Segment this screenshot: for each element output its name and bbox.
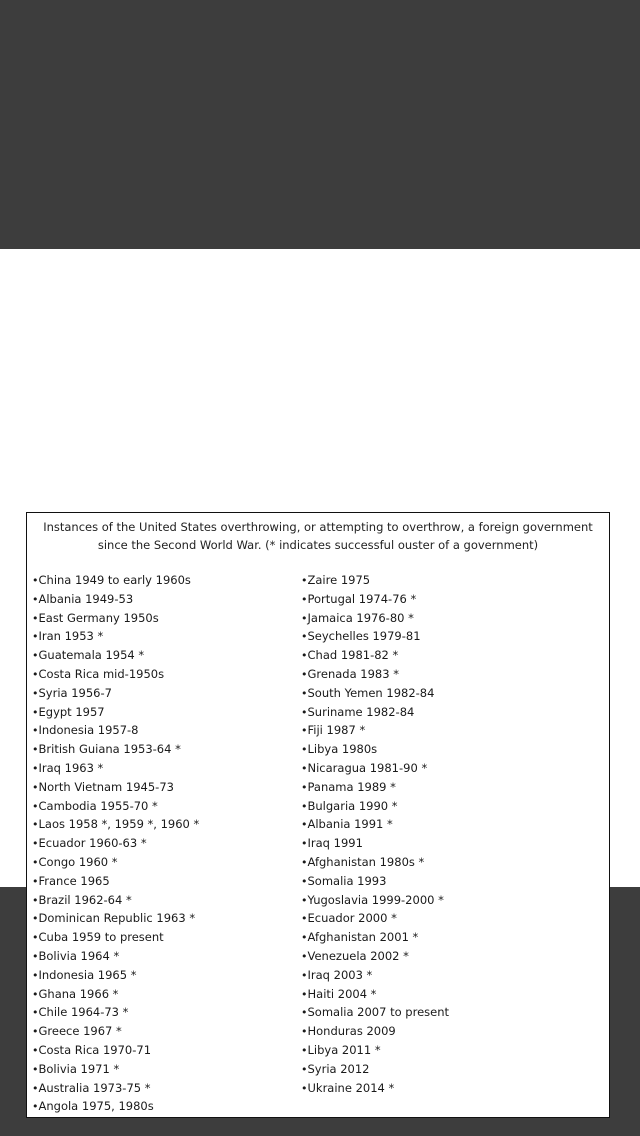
list-item: • Seychelles 1979-81 [301,627,449,646]
list-item: • Bolivia 1964 * [32,947,199,966]
list-item: • Albania 1949-53 [32,590,199,609]
list-item: • South Yemen 1982-84 [301,684,449,703]
list-item: • Syria 2012 [301,1060,449,1079]
list-item: • Angola 1975, 1980s [32,1097,199,1116]
list-item: • British Guiana 1953-64 * [32,740,199,759]
list-item: • Suriname 1982-84 [301,703,449,722]
list-item: • Bulgaria 1990 * [301,797,449,816]
title-line-2: since the Second World War. (* indicates successful ouster of a government) [97,538,539,552]
list-item: • Libya 1980s [301,740,449,759]
list-item: • Afghanistan 2001 * [301,928,449,947]
list-item: • Venezuela 2002 * [301,947,449,966]
left-column-list [32,571,199,1116]
list-item: • Honduras 2009 [301,1022,449,1041]
list-item: • Zaire 1975 [301,571,449,590]
document-photo [0,249,640,1114]
list-item: • Australia 1973-75 * [32,1079,199,1098]
list-item: • Chile 1964-73 * [32,1003,199,1022]
list-item: • Greece 1967 * [32,1022,199,1041]
list-item: • Afghanistan 1980s * [301,853,449,872]
list-item: • Ecuador 2000 * [301,909,449,928]
list-item: • Panama 1989 * [301,778,449,797]
list-item: • Iraq 1991 [301,834,449,853]
list-item: • Jamaica 1976-80 * [301,609,449,628]
list-item: • Cambodia 1955-70 * [32,797,199,816]
list-item: • Iran 1953 * [32,627,199,646]
list-item: • East Germany 1950s [32,609,199,628]
document-title [27,518,609,554]
list-item: • Grenada 1983 * [301,665,449,684]
right-column-list [301,571,449,1097]
list-item: • Ghana 1966 * [32,985,199,1004]
list-item: • China 1949 to early 1960s [32,571,199,590]
document-box [26,512,610,1118]
list-item: • Indonesia 1965 * [32,966,199,985]
list-item: • Syria 1956-7 [32,684,199,703]
list-item: • Indonesia 1957-8 [32,721,199,740]
list-item: • Haiti 2004 * [301,985,449,1004]
list-item: • Laos 1958 *, 1959 *, 1960 * [32,815,199,834]
list-item: • Iraq 2003 * [301,966,449,985]
list-item: • Somalia 1993 [301,872,449,891]
list-item: • Cuba 1959 to present [32,928,199,947]
list-item: • Chad 1981-82 * [301,646,449,665]
list-item: • Egypt 1957 [32,703,199,722]
list-item: • Iraq 1963 * [32,759,199,778]
list-item: • Costa Rica mid-1950s [32,665,199,684]
list-item: • Congo 1960 * [32,853,199,872]
list-item: • Dominican Republic 1963 * [32,909,199,928]
list-item: • Portugal 1974-76 * [301,590,449,609]
list-item: • Albania 1991 * [301,815,449,834]
title-line-1: Instances of the United States overthrowing, or attempting to overthrow, a foreign government [43,520,593,534]
list-item: • Bolivia 1971 * [32,1060,199,1079]
list-item: • Nicaragua 1981-90 * [301,759,449,778]
list-item: • Somalia 2007 to present [301,1003,449,1022]
list-item: • Libya 2011 * [301,1041,449,1060]
list-item: • Ecuador 1960-63 * [32,834,199,853]
list-item: • Guatemala 1954 * [32,646,199,665]
list-item: • North Vietnam 1945-73 [32,778,199,797]
list-item: • Yugoslavia 1999-2000 * [301,891,449,910]
list-item: • Fiji 1987 * [301,721,449,740]
list-item: • Costa Rica 1970-71 [32,1041,199,1060]
list-item: • Ukraine 2014 * [301,1079,449,1098]
list-item: • Brazil 1962-64 * [32,891,199,910]
list-item: • France 1965 [32,872,199,891]
